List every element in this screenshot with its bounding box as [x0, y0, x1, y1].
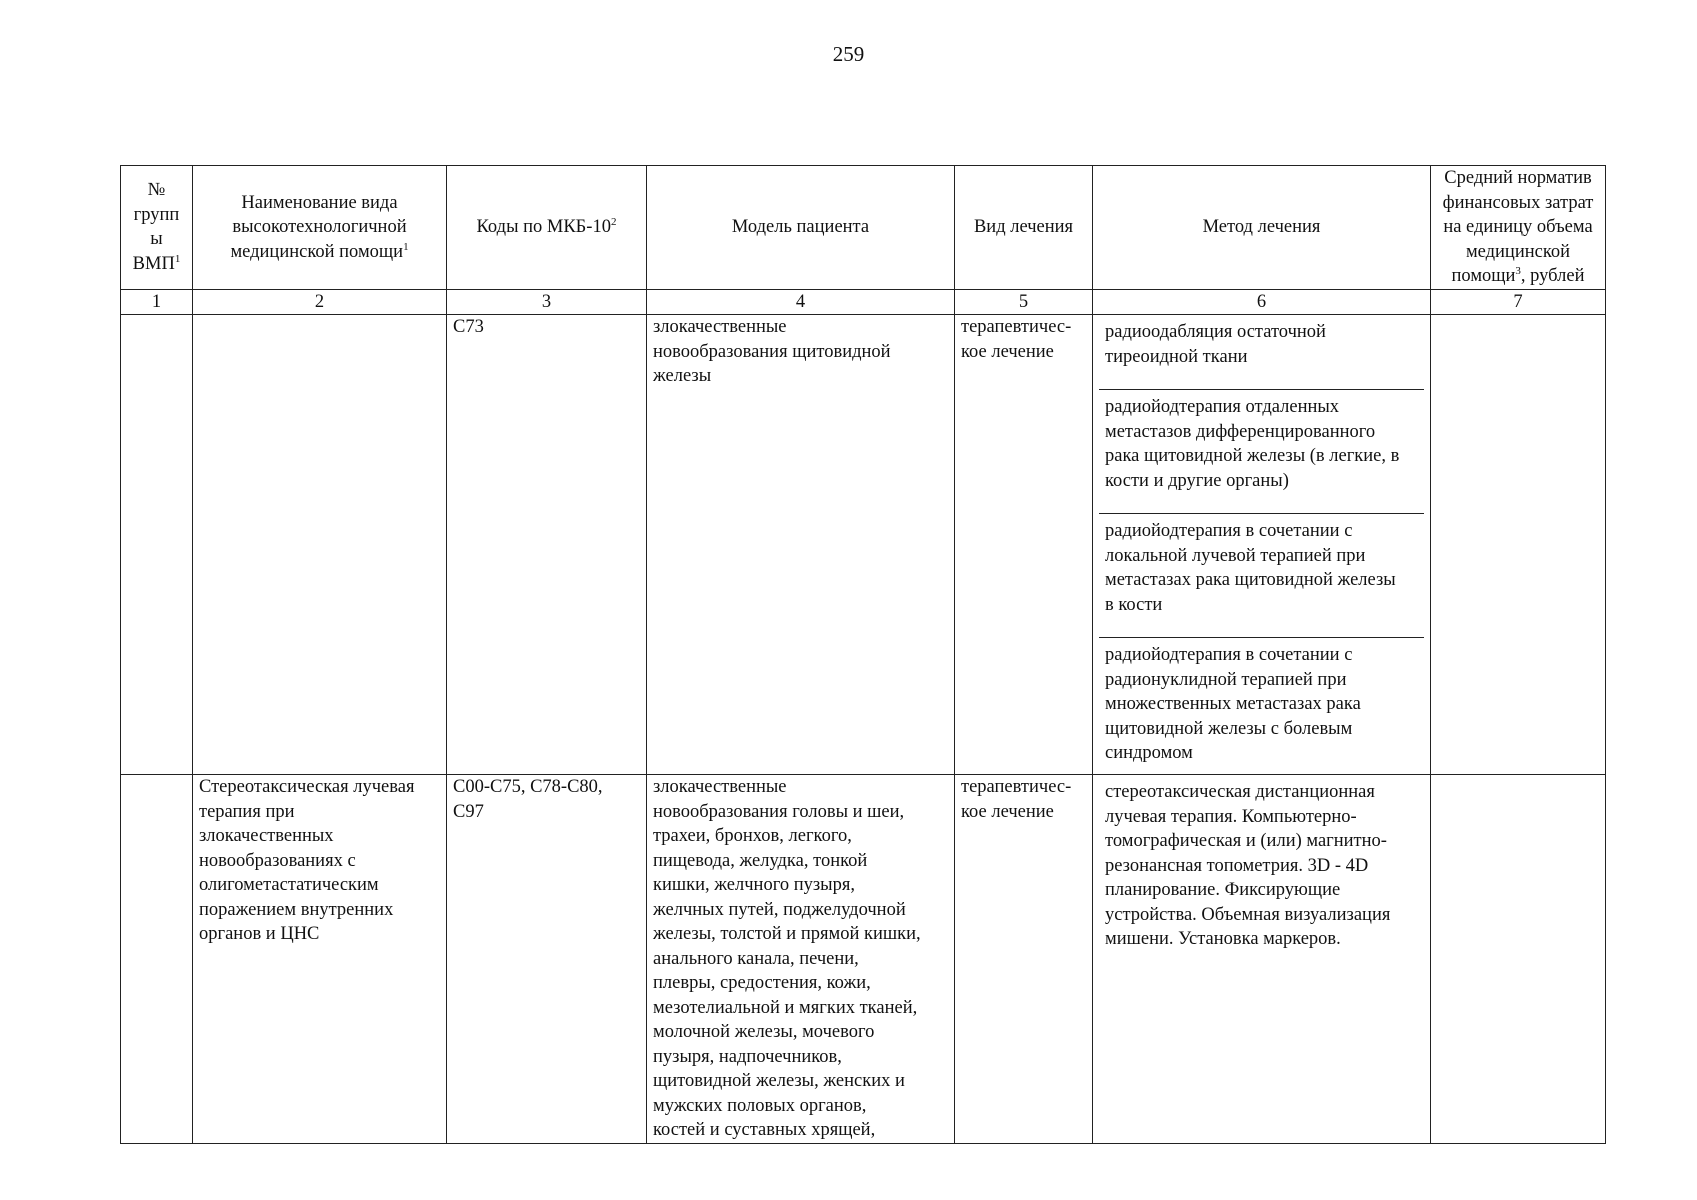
header-treatment-method: Метод лечения	[1093, 166, 1431, 290]
column-number-row	[121, 289, 1606, 315]
column-number: 5	[955, 289, 1093, 315]
header-icd-codes: Коды по МКБ-$10^2$	[447, 166, 647, 290]
cell-patient-model: злокачественные новообразования головы и шеи, трахеи, бронхов, легкого, пищевода, желудка, тонкой кишки, желчного пузыря, желчных путей, поджелудочной железы, толстой и прямой кишки, анального канала, печени, плевры, средостения, кожи, мезотелиальной и мягких тканей, молочной железы, мочевого пузыря, надпочечников, щитовидной железы, женских и мужских половых органов, костей и суставных хрящей,	[647, 775, 955, 1144]
cell-group-no	[121, 775, 193, 1144]
column-number: 1	[121, 289, 193, 315]
table-row	[121, 315, 1606, 775]
header-care-type: Наименование вида высокотехнологичной медицинской помощи$^1$	[193, 166, 447, 290]
page-number: 259	[832, 42, 865, 66]
cell-care-type	[193, 315, 447, 775]
header-cost: Средний норматив финансовых затрат на единицу объема медицинской помощи$^3$, рублей	[1431, 166, 1606, 290]
cell-treatment-methods	[1093, 775, 1431, 1144]
column-number: 3	[447, 289, 647, 315]
method-item: радиойодтерапия в сочетании с радионуклидной терапией при множественных метастазах рака щитовидной железы с болевым синдромом	[1105, 645, 1361, 763]
method-item: радиоодабляция остаточной тиреоидной ткани	[1099, 315, 1424, 390]
cell-icd-codes: C73	[447, 315, 647, 775]
cell-group-no	[121, 315, 193, 775]
cell-patient-model: злокачественные новообразования щитовидной железы	[647, 315, 955, 775]
method-item: стереотаксическая дистанционная лучевая терапия. Компьютерно- томографическая и (или) магнитно- резонансная топометрия. 3D - 4D планирование. Фиксирующие устройства. Объемная визуализация мишени. Установка маркеров.	[1105, 782, 1391, 949]
column-number: 4	[647, 289, 955, 315]
cell-care-type: Стереотаксическая лучевая терапия при злокачественных новообразованиях с олигометастатическим поражением внутренних органов и ЦНС	[193, 775, 447, 1144]
cell-cost	[1431, 775, 1606, 1144]
cell-treatment-type: терапевтичес- кое лечение	[955, 775, 1093, 1144]
vmp-table	[120, 165, 1606, 1144]
cell-treatment-methods	[1093, 315, 1431, 775]
column-number: 7	[1431, 289, 1606, 315]
column-number: 2	[193, 289, 447, 315]
column-number: 6	[1093, 289, 1431, 315]
method-item: радиойодтерапия отдаленных метастазов дифференцированного рака щитовидной железы (в легкие, в кости и другие органы)	[1099, 390, 1424, 514]
method-item: радиойодтерапия в сочетании с локальной лучевой терапией при метастазах рака щитовидной железы в кости	[1099, 514, 1424, 638]
cell-icd-codes: C00-C75, C78-C80, C97	[447, 775, 647, 1144]
header-group-no: № групп ы ВМП$^1$	[121, 166, 193, 290]
header-row	[121, 166, 1606, 290]
header-patient-model: Модель пациента	[647, 166, 955, 290]
cell-treatment-type: терапевтичес- кое лечение	[955, 315, 1093, 775]
header-treatment-type: Вид лечения	[955, 166, 1093, 290]
cell-cost	[1431, 315, 1606, 775]
table-row	[121, 775, 1606, 1144]
